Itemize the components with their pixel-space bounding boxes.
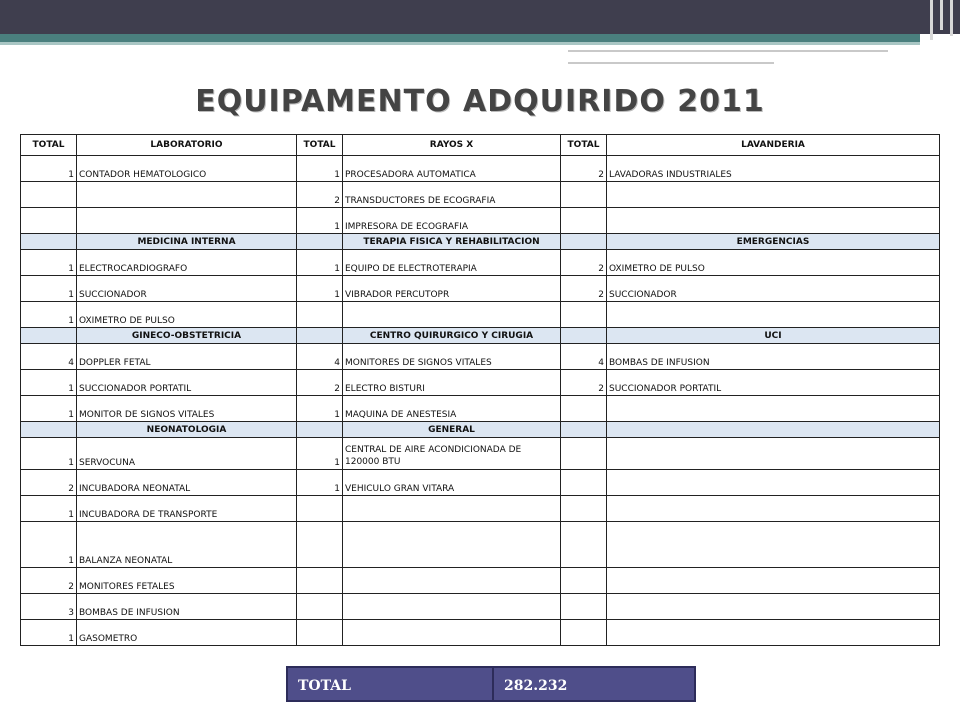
- total-cell: 4: [561, 344, 607, 370]
- accent-bar-light: [0, 42, 920, 45]
- total-cell: 1: [21, 370, 77, 396]
- total-cell: [561, 208, 607, 234]
- total-cell: 1: [21, 496, 77, 522]
- item-cell: INCUBADORA DE TRANSPORTE: [77, 496, 297, 522]
- deco-line: [568, 62, 774, 64]
- total-cell: 1: [297, 250, 343, 276]
- table-row: [21, 594, 940, 620]
- total-cell: [561, 496, 607, 522]
- table-row: [21, 438, 940, 470]
- total-cell: [561, 522, 607, 568]
- total-cell: [561, 568, 607, 594]
- total-cell: 2: [297, 182, 343, 208]
- item-cell: ELECTROCARDIOGRAFO: [77, 250, 297, 276]
- section-header-row: [21, 234, 940, 250]
- item-cell: [607, 470, 940, 496]
- item-cell: [607, 568, 940, 594]
- total-cell: 2: [561, 156, 607, 182]
- item-cell: IMPRESORA DE ECOGRAFIA: [343, 208, 561, 234]
- total-cell: 1: [297, 208, 343, 234]
- total-cell: 2: [21, 470, 77, 496]
- item-cell: [607, 620, 940, 646]
- top-banner: [0, 0, 960, 34]
- table-row: [21, 470, 940, 496]
- table-row: [21, 182, 940, 208]
- item-cell: [343, 302, 561, 328]
- table-row: [21, 496, 940, 522]
- item-cell: OXIMETRO DE PULSO: [607, 250, 940, 276]
- total-cell: 2: [21, 568, 77, 594]
- item-cell: [607, 594, 940, 620]
- deco-edge: [930, 0, 933, 40]
- item-cell: EMERGENCIAS: [607, 234, 940, 250]
- item-cell: [607, 422, 940, 438]
- item-cell: CENTRO QUIRURGICO Y CIRUGIA: [343, 328, 561, 344]
- total-cell: 1: [21, 522, 77, 568]
- item-cell: MONITOR DE SIGNOS VITALES: [77, 396, 297, 422]
- item-cell: RAYOS X: [343, 135, 561, 156]
- item-cell: [607, 438, 940, 470]
- item-cell: LABORATORIO: [77, 135, 297, 156]
- item-cell: GENERAL: [343, 422, 561, 438]
- table-row: [21, 208, 940, 234]
- table-row: [21, 276, 940, 302]
- total-cell: [561, 470, 607, 496]
- total-cell: 1: [21, 276, 77, 302]
- total-cell: [297, 302, 343, 328]
- total-cell: [297, 522, 343, 568]
- total-cell: 4: [297, 344, 343, 370]
- total-cell: [561, 594, 607, 620]
- total-cell: 2: [561, 370, 607, 396]
- total-cell: [297, 620, 343, 646]
- item-cell: MAQUINA DE ANESTESIA: [343, 396, 561, 422]
- total-cell: 1: [21, 302, 77, 328]
- item-cell: TERAPIA FISICA Y REHABILITACION: [343, 234, 561, 250]
- item-cell: [607, 496, 940, 522]
- table-row: [21, 344, 940, 370]
- item-cell: [607, 302, 940, 328]
- total-cell: 1: [21, 620, 77, 646]
- item-cell: GASOMETRO: [77, 620, 297, 646]
- total-cell: [561, 234, 607, 250]
- item-cell: BALANZA NEONATAL: [77, 522, 297, 568]
- total-cell: [561, 328, 607, 344]
- item-cell: SUCCIONADOR PORTATIL: [77, 370, 297, 396]
- deco-line: [568, 50, 888, 52]
- table-row: [21, 522, 940, 568]
- total-cell: 1: [21, 156, 77, 182]
- table-row: [21, 370, 940, 396]
- item-cell: [77, 208, 297, 234]
- total-cell: 1: [21, 438, 77, 470]
- item-cell: MEDICINA INTERNA: [77, 234, 297, 250]
- deco-edge: [940, 0, 943, 30]
- item-cell: GINECO-OBSTETRICIA: [77, 328, 297, 344]
- total-cell: [561, 396, 607, 422]
- item-cell: VIBRADOR PERCUTOPR: [343, 276, 561, 302]
- item-cell: MONITORES FETALES: [77, 568, 297, 594]
- item-cell: [607, 522, 940, 568]
- total-cell: 2: [561, 276, 607, 302]
- total-cell: [297, 568, 343, 594]
- table-row: [21, 620, 940, 646]
- table-row: [21, 568, 940, 594]
- total-cell: [21, 234, 77, 250]
- table-row: [21, 302, 940, 328]
- accent-bar: [0, 34, 920, 42]
- item-cell: [607, 182, 940, 208]
- total-cell: TOTAL: [21, 135, 77, 156]
- total-cell: [297, 422, 343, 438]
- item-cell: [343, 568, 561, 594]
- item-cell: [77, 182, 297, 208]
- item-cell: SERVOCUNA: [77, 438, 297, 470]
- item-cell: CONTADOR HEMATOLOGICO: [77, 156, 297, 182]
- total-cell: [297, 234, 343, 250]
- item-cell: SUCCIONADOR: [607, 276, 940, 302]
- total-cell: [21, 328, 77, 344]
- total-cell: [297, 328, 343, 344]
- item-cell: [607, 396, 940, 422]
- item-cell: VEHICULO GRAN VITARA: [343, 470, 561, 496]
- item-cell: UCI: [607, 328, 940, 344]
- section-header-row: [21, 328, 940, 344]
- total-label: TOTAL: [286, 666, 494, 702]
- item-cell: [343, 594, 561, 620]
- item-cell: LAVADORAS INDUSTRIALES: [607, 156, 940, 182]
- item-cell: [343, 496, 561, 522]
- total-cell: [561, 438, 607, 470]
- total-cell: 2: [561, 250, 607, 276]
- item-cell: NEONATOLOGIA: [77, 422, 297, 438]
- total-cell: 1: [21, 250, 77, 276]
- item-cell: LAVANDERIA: [607, 135, 940, 156]
- deco-edge: [950, 0, 953, 36]
- section-header-row: [21, 422, 940, 438]
- total-cell: [561, 620, 607, 646]
- total-cell: [297, 496, 343, 522]
- total-cell: [21, 422, 77, 438]
- item-cell: INCUBADORA NEONATAL: [77, 470, 297, 496]
- table-row: [21, 156, 940, 182]
- total-cell: TOTAL: [561, 135, 607, 156]
- total-cell: [21, 182, 77, 208]
- item-cell: TRANSDUCTORES DE ECOGRAFIA: [343, 182, 561, 208]
- item-cell: CENTRAL DE AIRE ACONDICIONADA DE 120000 BTU: [343, 438, 561, 470]
- item-cell: SUCCIONADOR PORTATIL: [607, 370, 940, 396]
- total-cell: 1: [297, 470, 343, 496]
- item-cell: EQUIPO DE ELECTROTERAPIA: [343, 250, 561, 276]
- item-cell: [607, 208, 940, 234]
- total-cell: 3: [21, 594, 77, 620]
- total-cell: 1: [297, 276, 343, 302]
- page-title: EQUIPAMENTO ADQUIRIDO 2011: [195, 84, 765, 119]
- item-cell: ELECTRO BISTURI: [343, 370, 561, 396]
- total-cell: [21, 208, 77, 234]
- item-cell: BOMBAS DE INFUSION: [607, 344, 940, 370]
- total-cell: [297, 594, 343, 620]
- total-cell: [561, 182, 607, 208]
- total-cell: 1: [21, 396, 77, 422]
- total-cell: [561, 422, 607, 438]
- item-cell: DOPPLER FETAL: [77, 344, 297, 370]
- table-row: [21, 396, 940, 422]
- item-cell: [343, 620, 561, 646]
- item-cell: SUCCIONADOR: [77, 276, 297, 302]
- item-cell: MONITORES DE SIGNOS VITALES: [343, 344, 561, 370]
- table-row: [21, 250, 940, 276]
- total-value: 282.232: [494, 666, 696, 702]
- item-cell: [343, 522, 561, 568]
- header-row: [21, 135, 940, 156]
- total-cell: TOTAL: [297, 135, 343, 156]
- total-cell: 1: [297, 438, 343, 470]
- item-cell: OXIMETRO DE PULSO: [77, 302, 297, 328]
- item-cell: BOMBAS DE INFUSION: [77, 594, 297, 620]
- total-cell: 4: [21, 344, 77, 370]
- total-cell: [561, 302, 607, 328]
- item-cell: PROCESADORA AUTOMATICA: [343, 156, 561, 182]
- equipment-table: [20, 134, 940, 646]
- total-summary: [286, 666, 696, 702]
- total-cell: 1: [297, 396, 343, 422]
- total-cell: 1: [297, 156, 343, 182]
- total-cell: 2: [297, 370, 343, 396]
